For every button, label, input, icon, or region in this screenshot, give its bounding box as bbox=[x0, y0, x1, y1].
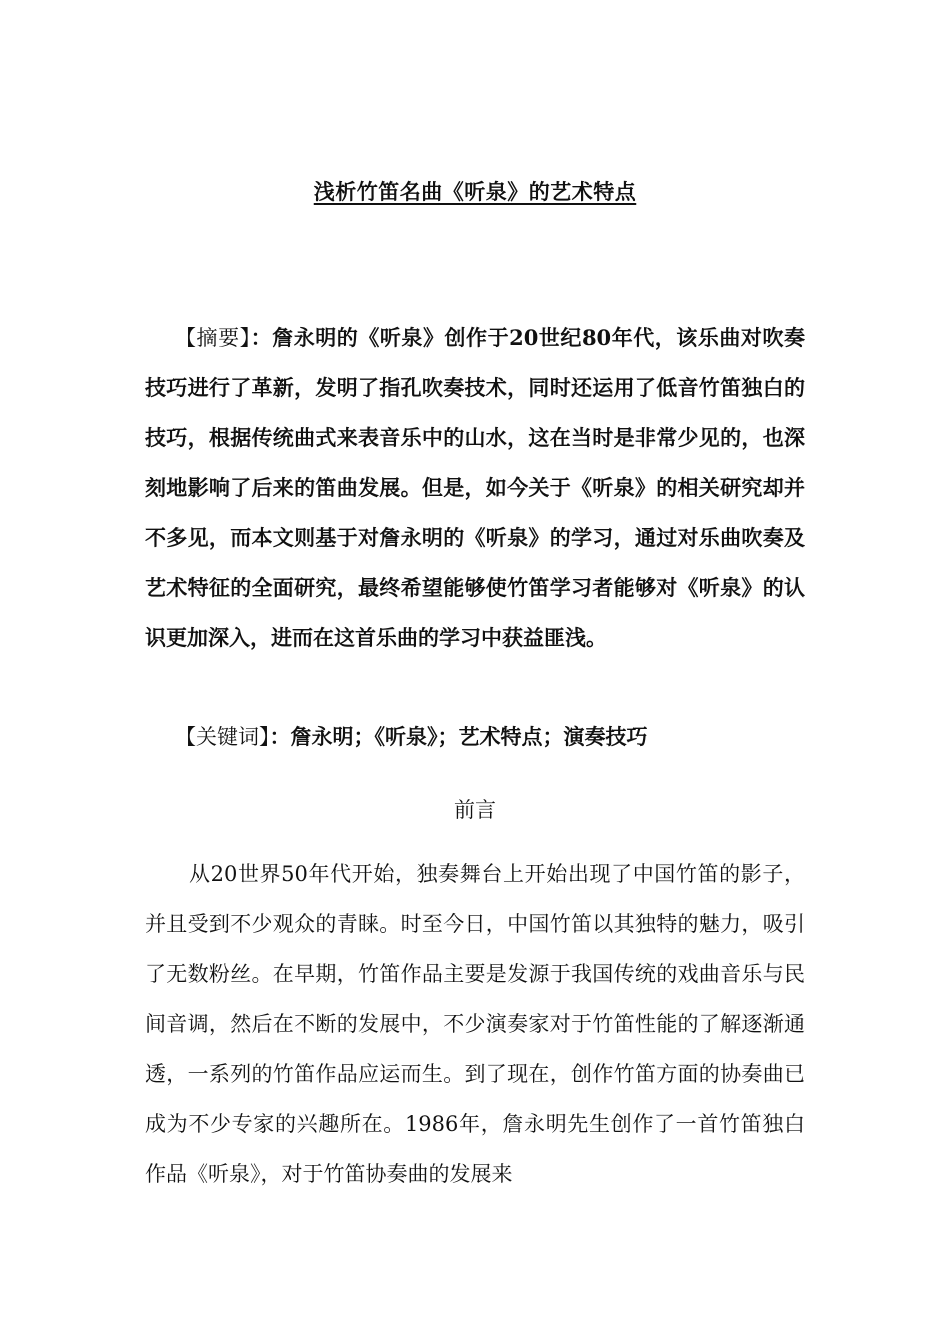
keywords-text: ：詹永明；《听泉》；艺术特点；演奏技巧 bbox=[269, 724, 648, 749]
abstract-paragraph bbox=[145, 313, 805, 663]
document-title bbox=[0, 176, 950, 206]
keywords-label: 【关键词】 bbox=[175, 725, 270, 749]
preface-paragraph: 从20世界50年代开始，独奏舞台上开始出现了中国竹笛的影子，并且受到不少观众的青睐。时至今日，中国竹笛以其独特的魅力，吸引了无数粉丝。在早期，竹笛作品主要是发源于我国传统的戏曲音乐与民间音调，然后在不断的发展中，不少演奏家对于竹笛性能的了解逐渐通透，一系列的竹笛作品应运而生。到了现在，创作竹笛方面的协奏曲已成为不少专家的兴趣所在。1986年，詹永明先生创作了一首竹笛独白作品《听泉》，对于竹笛协奏曲的发展来 bbox=[145, 862, 805, 1186]
section-heading-preface: 前言 bbox=[454, 798, 496, 822]
keywords-paragraph bbox=[175, 712, 805, 762]
abstract-label: 【摘要】 bbox=[175, 326, 251, 350]
document-title-text: 浅析竹笛名曲《听泉》的艺术特点 bbox=[313, 180, 637, 204]
abstract-text: ：詹永明的《听泉》创作于20世纪80年代，该乐曲对吹奏技巧进行了革新，发明了指孔吹奏技术，同时还运用了低音竹笛独白的技巧，根据传统曲式来表音乐中的山水，这在当时是非常少见的，也深刻地影响了后来的笛曲发展。但是，如今关于《听泉》的相关研究却并不多见，而本文则基于对詹永明的《听泉》的学习，通过对乐曲吹奏及艺术特征的全面研究，最终希望能够使竹笛学习者能够对《听泉》的认识更加深入，进而在这首乐曲的学习中获益匪浅。 bbox=[145, 325, 805, 650]
